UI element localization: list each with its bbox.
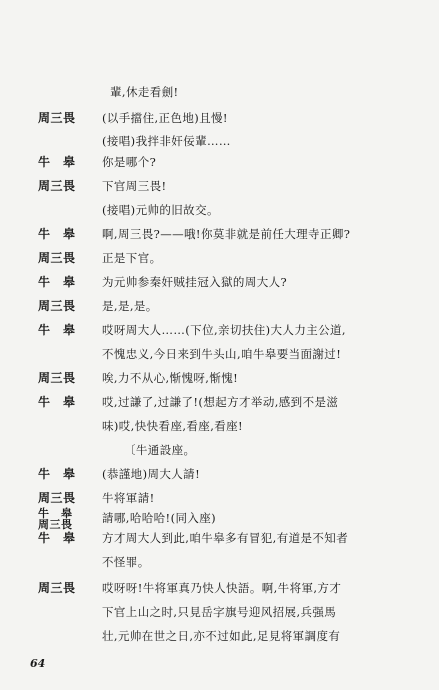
dialogue-text: 为元帅参秦奸贼挂冠入獄的周大人? <box>102 275 288 289</box>
speaker-name: 牛 皋 <box>38 275 76 289</box>
speaker-name: 牛 皋 <box>38 227 76 241</box>
script-line <box>0 200 439 221</box>
speaker-name: 周三畏 <box>38 371 76 385</box>
dialogue-text: 正是下官。 <box>102 251 162 265</box>
stage-direction: 〔牛通設座。 <box>124 443 196 457</box>
script-line <box>0 602 439 623</box>
speaker-name: 周三畏 <box>38 111 76 125</box>
dialogue-text: 是,是,是。 <box>102 299 158 313</box>
script-line <box>0 82 439 103</box>
dialogue-text: 不愧忠义,今日来到牛头山,咱牛皋要当面謝过! <box>102 347 342 361</box>
dialogue-text: 下官周三畏! <box>102 179 167 193</box>
dialogue-text: 你是哪个? <box>102 155 157 169</box>
script-line <box>0 528 439 549</box>
script-line <box>0 176 439 197</box>
dialogue-text: (以手擋住,正色地)且慢! <box>102 111 228 125</box>
dialogue-text: (接唱)我拌非奸佞輩…… <box>102 134 231 148</box>
script-line <box>0 508 439 529</box>
dialogue-text: 請哪,哈哈哈!(同入座) <box>102 511 217 525</box>
speaker-name: 周三畏 <box>38 581 76 595</box>
dialogue-text: 味)哎,快快看座,看座,看座! <box>102 419 244 433</box>
speaker-name: 周三畏 <box>38 491 76 505</box>
dialogue-text: 方才周大人到此,咱牛皋多有冒犯,有道是不知者 <box>102 531 349 545</box>
page-number: 64 <box>30 657 46 670</box>
script-line <box>0 344 439 365</box>
script-line <box>0 320 439 341</box>
script-line <box>0 368 439 389</box>
dialogue-text: 壮,元帅在世之日,亦不过如此,足見将軍調度有 <box>102 629 341 643</box>
speaker-name: 牛 皋 <box>38 155 76 169</box>
script-line <box>0 440 439 461</box>
dialogue-text: (接唱)元帅的旧故交。 <box>102 203 219 217</box>
script-line <box>0 464 439 485</box>
speaker-name: 周三畏 <box>38 179 76 193</box>
dialogue-text: 啊,周三畏?——哦!你莫非就是前任大理寺正卿? <box>102 227 351 241</box>
dialogue-text: (恭謹地)周大人請! <box>102 467 201 481</box>
speaker-name: 周三畏 <box>38 299 76 313</box>
dialogue-text: 下官上山之时,只見岳字旗号迎风招展,兵强馬 <box>102 605 337 619</box>
speaker-name: 牛 皋 <box>38 395 76 409</box>
dialogue-text: 哎呀呀!牛将軍真乃快人快語。啊,牛将軍,方才 <box>102 581 342 595</box>
script-line <box>0 392 439 413</box>
script-line <box>0 248 439 269</box>
script-line <box>0 272 439 293</box>
speaker-name: 牛 皋 <box>38 531 76 545</box>
dialogue-text: 哎,过謙了,过謙了!(想起方才举动,感到不是滋 <box>102 395 339 409</box>
script-line <box>0 578 439 599</box>
script-line <box>0 296 439 317</box>
speaker-name: 牛 皋 <box>38 467 76 481</box>
dialogue-text: 牛将軍請! <box>102 491 155 505</box>
speaker-name: 周三畏 <box>38 251 76 265</box>
script-line <box>0 108 439 129</box>
script-line <box>0 626 439 647</box>
script-line <box>0 488 439 509</box>
script-line <box>0 416 439 437</box>
speaker-name: 牛 皋 周三畏 <box>38 507 73 531</box>
speaker-name: 牛 皋 <box>38 323 76 337</box>
dialogue-text: 輩,休走看劍! <box>110 85 179 99</box>
dialogue-text: 哎呀周大人……(下位,亲切扶住)大人力主公道, <box>102 323 346 337</box>
script-line <box>0 131 439 152</box>
dialogue-text: 唉,力不从心,惭愧呀,惭愧! <box>102 371 239 385</box>
dialogue-text: 不怪罪。 <box>102 555 150 569</box>
script-line <box>0 552 439 573</box>
script-line <box>0 224 439 245</box>
script-line <box>0 152 439 173</box>
